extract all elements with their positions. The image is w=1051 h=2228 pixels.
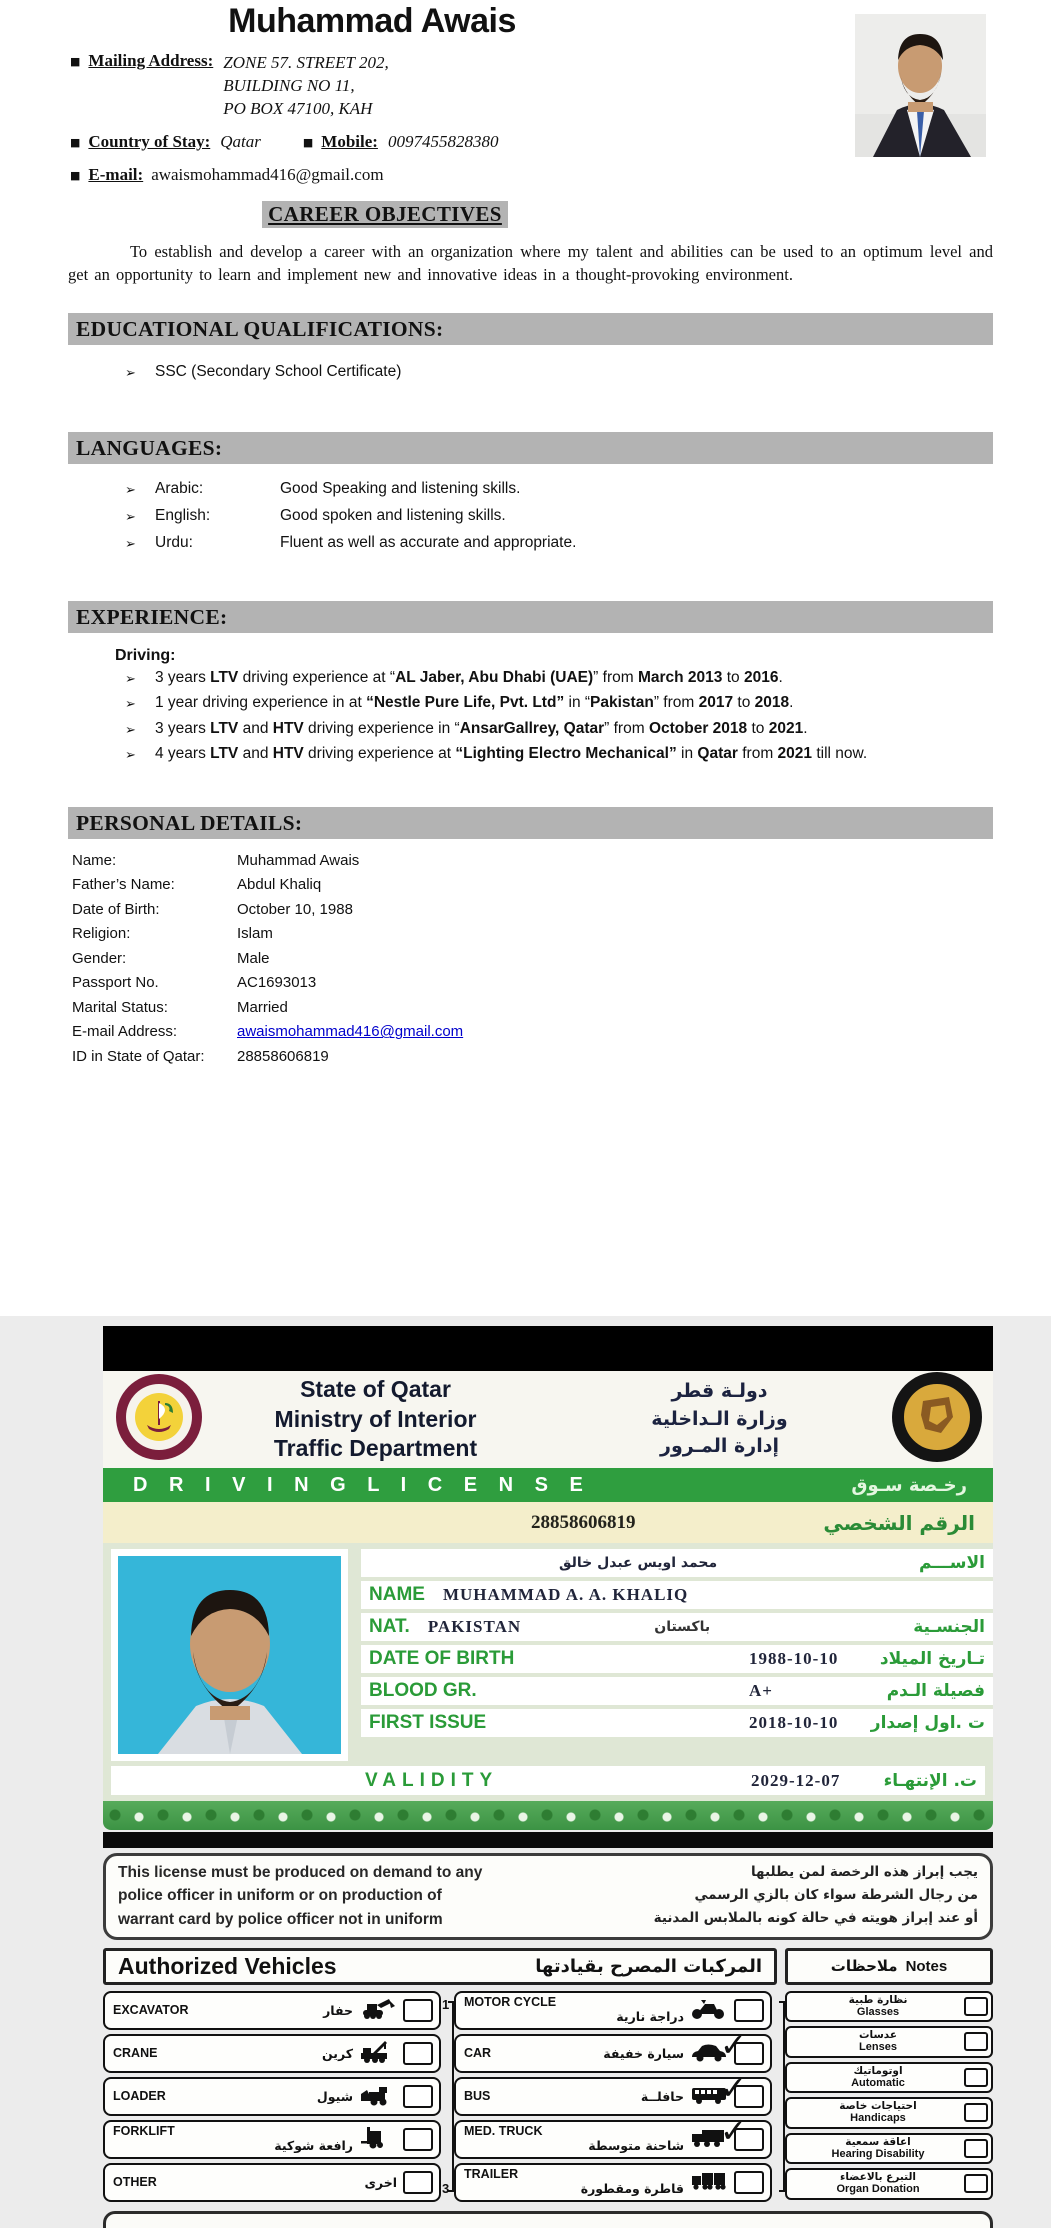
license-photo bbox=[111, 1549, 348, 1761]
checkmark-icon: ✓ bbox=[720, 2111, 747, 2150]
vehicle-label: EXCAVATOR bbox=[113, 2003, 189, 2018]
motorcycle-icon bbox=[690, 1996, 728, 2025]
qatar-moi-logo-icon bbox=[115, 1373, 203, 1466]
license-field-label-arabic: الجنسـية bbox=[913, 1617, 985, 1637]
note-checkbox[interactable] bbox=[964, 2032, 988, 2051]
vehicle-label-arabic: اخرى bbox=[364, 2174, 397, 2190]
note-cell-automatic bbox=[785, 2062, 993, 2094]
experience-item-text: 3 years LTV and HTV driving experience in “AnsarGallrey, Qatar” from October 2018 to 2021. bbox=[155, 719, 808, 737]
vehicle-checkbox[interactable] bbox=[403, 2042, 433, 2065]
grade-bracket bbox=[448, 2001, 454, 2192]
grade-bracket-zone bbox=[772, 1991, 785, 2206]
vehicle-label: CRANE bbox=[113, 2046, 158, 2061]
license-row bbox=[361, 1677, 993, 1705]
road-vehicles-column bbox=[454, 1991, 772, 2206]
section-heading-education: EDUCATIONAL QUALIFICATIONS: bbox=[68, 313, 993, 345]
license-row-name-arabic bbox=[361, 1549, 993, 1577]
license-body bbox=[103, 1543, 993, 1801]
license-row bbox=[361, 1709, 993, 1737]
crane-icon bbox=[359, 2039, 397, 2068]
vehicle-label-arabic: دراجة نارية bbox=[616, 2008, 684, 2024]
mailing-address-value bbox=[223, 51, 388, 120]
personal-detail-label: E-mail Address: bbox=[72, 1023, 178, 1041]
vehicle-label-arabic: شاحنة متوسطة bbox=[588, 2137, 684, 2153]
mailing-address-line: BUILDING NO 11, bbox=[223, 76, 355, 95]
email-value: awaismohammad416@gmail.com bbox=[151, 165, 384, 184]
email-link[interactable]: awaismohammad416@gmail.com bbox=[237, 1023, 464, 1041]
language-description: Good spoken and listening skills. bbox=[280, 506, 506, 524]
language-item bbox=[125, 530, 1051, 557]
license-header bbox=[103, 1371, 993, 1468]
authorized-vehicles-title-arabic: المركبات المصرح بقيادتها bbox=[535, 1955, 762, 1977]
forklift-icon bbox=[359, 2125, 397, 2154]
grade-bracket-zone bbox=[441, 1991, 454, 2206]
language-name: Urdu: bbox=[155, 533, 193, 551]
vehicle-checkbox[interactable] bbox=[734, 2171, 764, 2194]
personal-detail-label: Marital Status: bbox=[72, 998, 168, 1016]
note-label: Handicaps bbox=[850, 2112, 906, 2125]
section-heading-experience: EXPERIENCE: bbox=[68, 601, 993, 633]
list-arrow-icon: ➢ bbox=[125, 697, 136, 713]
license-field-label-arabic: ت. الإنتهـاء bbox=[883, 1770, 977, 1791]
license-name-arabic-label: الاســـم bbox=[919, 1553, 985, 1573]
grade-mark: 3 bbox=[442, 2180, 450, 2196]
note-cell-glasses bbox=[785, 1991, 993, 2023]
languages-list bbox=[0, 476, 1051, 557]
notes-column bbox=[785, 1991, 993, 2206]
vehicle-label-arabic: سيارة خفيفة bbox=[603, 2045, 684, 2061]
vehicle-label: OTHER bbox=[113, 2175, 157, 2190]
education-item bbox=[125, 359, 1051, 386]
note-checkbox[interactable] bbox=[964, 2174, 988, 2193]
vehicles-grid bbox=[103, 1991, 993, 2206]
note-label-arabic: التبرع بالاعضاء bbox=[839, 2171, 916, 2184]
excavator-icon bbox=[359, 1996, 397, 2025]
license-field-value: A+ bbox=[749, 1681, 773, 1700]
vehicle-checkbox[interactable] bbox=[403, 2171, 433, 2194]
driving-license-title-bar bbox=[103, 1468, 993, 1502]
language-item bbox=[125, 476, 1051, 503]
section-heading-languages: LANGUAGES: bbox=[68, 432, 993, 464]
note-label: Automatic bbox=[851, 2076, 905, 2089]
personal-detail-value: Married bbox=[237, 998, 288, 1016]
license-page-background bbox=[0, 1316, 1051, 2228]
license-field-label-arabic: فصيلة الـدم bbox=[886, 1681, 985, 1701]
license-field-label-arabic: تـاريخ الميلاد bbox=[879, 1649, 985, 1669]
personal-details-list bbox=[72, 849, 1051, 1070]
vehicle-checkbox[interactable] bbox=[403, 1999, 433, 2022]
mobile-label: Mobile: bbox=[321, 132, 378, 151]
language-item bbox=[125, 503, 1051, 530]
black-separator-bar bbox=[103, 1832, 993, 1848]
grade-bracket bbox=[779, 2001, 785, 2192]
personal-detail-value: Muhammad Awais bbox=[237, 851, 360, 869]
license-field-value-arabic: باكستان bbox=[654, 1619, 711, 1635]
personal-detail-row bbox=[72, 849, 1051, 874]
license-field-label: FIRST ISSUE bbox=[369, 1712, 487, 1733]
license-field-label: DATE OF BIRTH bbox=[369, 1648, 515, 1669]
experience-item-text: 4 years LTV and HTV driving experience at “Lighting Electro Mechanical” in Qatar from 2021 till now. bbox=[155, 745, 868, 763]
notice-line-arabic: من رجال الشرطة سواء كان بالزي الرسمي bbox=[694, 1886, 978, 1903]
vehicle-cell-motor-cycle bbox=[454, 1991, 772, 2030]
vehicle-label: BUS bbox=[464, 2089, 491, 2104]
note-cell-lenses bbox=[785, 2026, 993, 2058]
vehicle-cell-forklift bbox=[103, 2120, 441, 2159]
square-bullet-icon: ■ bbox=[70, 169, 81, 182]
personal-detail-row bbox=[72, 922, 1051, 947]
note-label-arabic: احتياجات خاصة bbox=[839, 2100, 917, 2113]
license-field-value: PAKISTAN bbox=[427, 1617, 522, 1636]
mobile-value: 0097455828380 bbox=[387, 132, 499, 151]
vehicle-label: FORKLIFT bbox=[113, 2123, 175, 2138]
language-description: Fluent as well as accurate and appropriate. bbox=[280, 533, 577, 551]
grade-mark: 1 bbox=[442, 1996, 450, 2012]
license-header-line-arabic: إدارة المـرور bbox=[660, 1435, 779, 1458]
career-objectives-heading: CAREER OBJECTIVES bbox=[262, 201, 508, 228]
list-arrow-icon: ➢ bbox=[125, 365, 136, 381]
vehicle-label-arabic: رافعة شوكية bbox=[274, 2137, 353, 2153]
note-label-arabic: اوتوماتيك bbox=[853, 2064, 903, 2077]
personal-detail-row bbox=[72, 1045, 1051, 1070]
vehicle-label-arabic: شيول bbox=[316, 2088, 353, 2104]
cutoff-section-box bbox=[103, 2211, 993, 2228]
mailing-address-label: Mailing Address: bbox=[88, 51, 214, 70]
note-label-arabic: اعاقة سمعية bbox=[845, 2135, 911, 2148]
notice-line: police officer in uniform or on production of bbox=[118, 1887, 442, 1905]
personal-detail-label: Name: bbox=[72, 851, 117, 869]
personal-detail-label: Religion: bbox=[72, 925, 131, 943]
license-top-black-bar bbox=[103, 1326, 993, 1371]
personal-detail-row bbox=[72, 996, 1051, 1021]
experience-list bbox=[0, 667, 1051, 767]
notes-title: Notes bbox=[905, 1957, 948, 1975]
vehicle-label-arabic: حافلــة bbox=[640, 2088, 684, 2104]
personal-detail-label: Gender: bbox=[72, 949, 127, 967]
vehicle-label: TRAILER bbox=[464, 2166, 519, 2181]
personal-number-label-arabic: الرقم الشخصي bbox=[823, 1510, 975, 1535]
license-row-validity bbox=[111, 1766, 985, 1795]
license-row bbox=[361, 1645, 993, 1673]
vehicle-checkbox[interactable] bbox=[720, 2068, 764, 2108]
note-checkbox[interactable] bbox=[964, 2068, 988, 2087]
experience-item-text: 3 years LTV driving experience at “AL Jaber, Abu Dhabi (UAE)” from March 2013 to 2016. bbox=[155, 668, 783, 686]
vehicle-cell-other bbox=[103, 2163, 441, 2202]
personal-detail-label: Date of Birth: bbox=[72, 900, 160, 918]
note-checkbox[interactable] bbox=[964, 2103, 988, 2122]
driving-license-title: D R I V I N G L I C E N S E bbox=[133, 1473, 591, 1496]
note-label-arabic: عدسات bbox=[858, 2029, 898, 2042]
notice-english bbox=[118, 1861, 482, 1931]
license-row bbox=[361, 1581, 993, 1609]
license-header-line: State of Qatar bbox=[300, 1376, 451, 1403]
personal-detail-value: Abdul Khaliq bbox=[237, 876, 322, 894]
notice-line: warrant card by police officer not in uniform bbox=[118, 1910, 443, 1928]
license-portrait-image bbox=[118, 1556, 341, 1754]
driving-license-title-arabic: رخـصة سـوق bbox=[851, 1474, 967, 1496]
experience-item bbox=[125, 718, 945, 742]
experience-item bbox=[125, 692, 945, 716]
note-label: Glasses bbox=[856, 2005, 900, 2018]
checkmark-icon: ✓ bbox=[720, 2025, 747, 2064]
list-arrow-icon: ➢ bbox=[125, 671, 136, 687]
license-name-arabic-value: محمد اويس عبدل خالق bbox=[559, 1555, 718, 1571]
education-list bbox=[0, 359, 1051, 386]
note-label: Hearing Disability bbox=[831, 2147, 925, 2160]
personal-detail-row bbox=[72, 873, 1051, 898]
list-arrow-icon: ➢ bbox=[125, 722, 136, 738]
note-cell-handicaps bbox=[785, 2097, 993, 2129]
mailing-address-line: ZONE 57. STREET 202, bbox=[223, 53, 389, 72]
section-heading-personal: PERSONAL DETAILS: bbox=[68, 807, 993, 839]
email-label: E-mail: bbox=[88, 165, 144, 184]
note-checkbox[interactable] bbox=[964, 1997, 988, 2016]
experience-item-text: 1 year driving experience in at “Nestle Pure Life, Pvt. Ltd” in “Pakistan” from 2017 to 2018. bbox=[155, 694, 794, 712]
experience-item bbox=[125, 667, 945, 691]
list-arrow-icon: ➢ bbox=[125, 536, 136, 552]
portrait-image bbox=[855, 14, 986, 157]
personal-detail-row bbox=[72, 971, 1051, 996]
vehicle-checkbox[interactable] bbox=[734, 1999, 764, 2022]
square-bullet-icon: ■ bbox=[302, 136, 314, 149]
experience-subheading: Driving: bbox=[115, 646, 176, 664]
vehicle-label-arabic: قاطرة ومقطورة bbox=[580, 2180, 684, 2196]
gcc-emblem-icon bbox=[891, 1371, 983, 1468]
personal-detail-row bbox=[72, 898, 1051, 923]
personal-detail-row bbox=[72, 947, 1051, 972]
list-arrow-icon: ➢ bbox=[125, 748, 136, 764]
authorized-vehicles-title: Authorized Vehicles bbox=[118, 1952, 337, 1979]
vehicle-cell-excavator bbox=[103, 1991, 441, 2030]
personal-detail-label: Passport No. bbox=[72, 974, 159, 992]
language-name: English: bbox=[155, 506, 211, 524]
list-arrow-icon: ➢ bbox=[125, 509, 136, 525]
license-field-label: VALIDITY bbox=[365, 1769, 499, 1791]
vehicle-cell-car bbox=[454, 2025, 772, 2073]
license-data-rows bbox=[361, 1549, 993, 1737]
vehicle-label: LOADER bbox=[113, 2089, 166, 2104]
notes-title-arabic: ملاحظات bbox=[830, 1957, 898, 1976]
driving-license-card bbox=[103, 1326, 993, 2228]
vehicle-cell-loader bbox=[103, 2077, 441, 2116]
vehicle-cell-bus bbox=[454, 2068, 772, 2116]
vehicle-label: CAR bbox=[464, 2046, 492, 2061]
notice-line-arabic: أو عند إبراز هويته في حالة كونه بالملابس المدنية bbox=[653, 1909, 978, 1926]
square-bullet-icon: ■ bbox=[70, 55, 81, 68]
license-header-arabic bbox=[548, 1378, 891, 1461]
note-cell-hearing-disability bbox=[785, 2133, 993, 2165]
vehicle-label: MED. TRUCK bbox=[464, 2123, 543, 2138]
license-field-value: 2029-12-07 bbox=[751, 1770, 841, 1790]
authorized-vehicles-header bbox=[103, 1948, 993, 1985]
license-header-line: Ministry of Interior bbox=[274, 1405, 477, 1432]
personal-detail-label: Father’s Name: bbox=[72, 876, 175, 894]
vehicle-checkbox[interactable] bbox=[720, 2111, 764, 2151]
note-cell-organ-donation bbox=[785, 2168, 993, 2200]
license-field-label: NAT. bbox=[369, 1616, 410, 1637]
license-header-line-arabic: وزارة الـداخلية bbox=[651, 1407, 788, 1430]
license-header-line: Traffic Department bbox=[273, 1435, 478, 1462]
license-notice-box bbox=[103, 1853, 993, 1940]
license-field-label: BLOOD GR. bbox=[369, 1680, 477, 1701]
license-field-label-arabic: ت .اول إصدار bbox=[870, 1713, 985, 1733]
list-arrow-icon: ➢ bbox=[125, 482, 136, 498]
personal-detail-label: ID in State of Qatar: bbox=[72, 1047, 205, 1065]
license-field-value: MUHAMMAD A. A. KHALIQ bbox=[442, 1585, 689, 1604]
personal-detail-value: Islam bbox=[237, 925, 273, 943]
page-title: Muhammad Awais bbox=[228, 2, 516, 40]
loader-icon bbox=[359, 2082, 397, 2111]
trailer-icon bbox=[690, 2168, 728, 2197]
notice-line-arabic: يجب إبراز هذه الرخصة لمن يطلبها bbox=[750, 1864, 978, 1880]
personal-detail-value: October 10, 1988 bbox=[237, 900, 353, 918]
license-header-line-arabic: دولـة قطر bbox=[671, 1380, 768, 1403]
vehicle-checkbox[interactable] bbox=[403, 2128, 433, 2151]
heavy-vehicles-column bbox=[103, 1991, 441, 2206]
vehicle-cell-trailer bbox=[454, 2163, 772, 2202]
mailing-address-line: PO BOX 47100, KAH bbox=[223, 99, 373, 118]
notice-arabic bbox=[654, 1861, 978, 1931]
experience-item bbox=[125, 743, 945, 767]
checkmark-icon: ✓ bbox=[720, 2068, 747, 2107]
notice-line: This license must be produced on demand to any bbox=[118, 1864, 483, 1881]
square-bullet-icon: ■ bbox=[70, 136, 81, 149]
note-label: Organ Donation bbox=[836, 2183, 920, 2196]
personal-number-value: 28858606819 bbox=[531, 1511, 636, 1533]
career-objective-text: To establish and develop a career with an organization where my talent and abilities can be used to an optimum level and get an opportunity to learn and implement new and innovative ideas in a thought-provoking environment. bbox=[68, 242, 993, 285]
language-name: Arabic: bbox=[155, 479, 204, 497]
vehicle-label: MOTOR CYCLE bbox=[464, 1994, 557, 2009]
note-checkbox[interactable] bbox=[964, 2139, 988, 2158]
note-label: Lenses bbox=[859, 2041, 897, 2054]
country-of-stay-label: Country of Stay: bbox=[88, 132, 211, 151]
vehicle-cell-crane bbox=[103, 2034, 441, 2073]
vehicle-checkbox[interactable] bbox=[403, 2085, 433, 2108]
note-label-arabic: نظارة طبية bbox=[848, 1993, 908, 2006]
personal-detail-row bbox=[72, 1020, 1051, 1045]
education-item-text: SSC (Secondary School Certificate) bbox=[155, 362, 402, 380]
language-description: Good Speaking and listening skills. bbox=[280, 479, 521, 497]
license-field-value: 2018-10-10 bbox=[749, 1713, 839, 1732]
vehicle-label-arabic: كرين bbox=[322, 2045, 353, 2061]
license-field-label: NAME bbox=[369, 1584, 425, 1605]
vehicle-label-arabic: حفار bbox=[323, 2002, 353, 2018]
license-row bbox=[361, 1613, 993, 1641]
applicant-photo bbox=[855, 14, 986, 157]
personal-number-bar bbox=[103, 1502, 993, 1543]
personal-detail-value: 28858606819 bbox=[237, 1047, 329, 1065]
decorative-green-band bbox=[103, 1801, 993, 1830]
personal-detail-value: Male bbox=[237, 949, 270, 967]
vehicle-checkbox[interactable] bbox=[720, 2025, 764, 2065]
country-of-stay-value: Qatar bbox=[220, 132, 261, 151]
personal-detail-value: AC1693013 bbox=[237, 974, 317, 992]
license-field-value: 1988-10-10 bbox=[749, 1649, 839, 1668]
license-header-english bbox=[203, 1375, 548, 1463]
vehicle-cell-med-truck bbox=[454, 2111, 772, 2159]
